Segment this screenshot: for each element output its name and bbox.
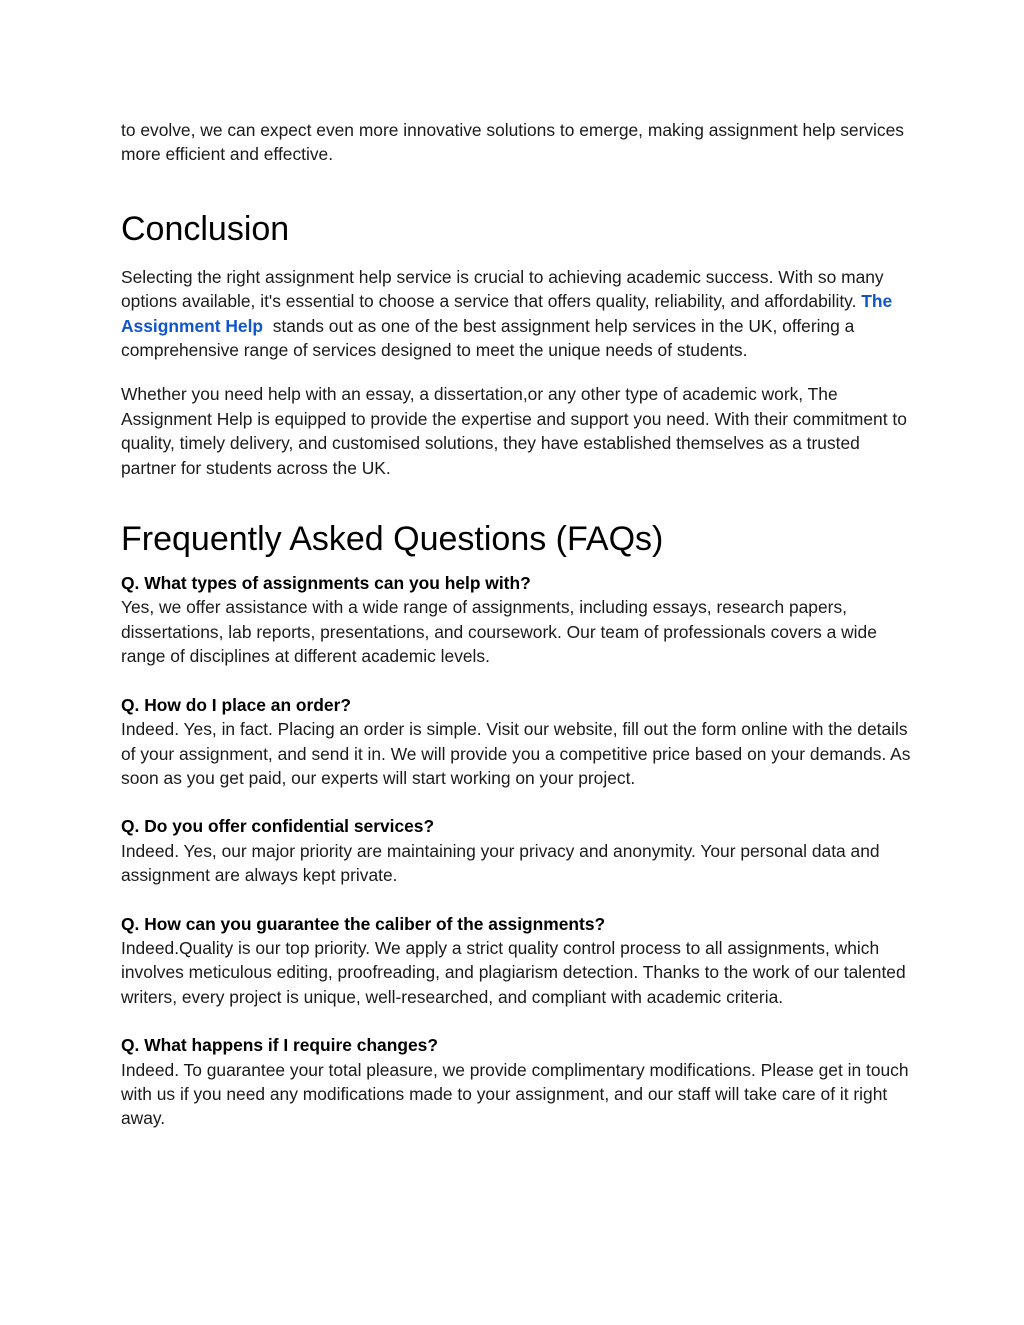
conclusion-text-after-link: stands out as one of the best assignment help services in the UK, offering a comprehensive range of services designed to meet the unique needs of students. bbox=[121, 315, 860, 361]
document-page bbox=[121, 118, 911, 1155]
faq-item bbox=[121, 571, 911, 669]
conclusion-paragraph-2: Whether you need help with an essay, a dissertation,or any other type of academic work, The Assignment Help is equipped to provide the expertise and support you need. With their commitment to quality, timely delivery, and customised solutions, they have established themselves as a trusted partner for students across the UK. bbox=[121, 384, 907, 478]
faq-answer: Indeed.Quality is our top priority. We apply a strict quality control process to all assignments, which involves meticulous editing, proofreading, and plagiarism detection. Thanks to the work of our talented writers, every project is unique, well-researched, and compliant with academic criteria. bbox=[121, 937, 906, 1007]
conclusion-heading: Conclusion bbox=[121, 209, 290, 248]
faq-question: Q. How can you guarantee the caliber of the assignments? bbox=[121, 913, 606, 934]
faq-list bbox=[121, 571, 911, 1131]
intro-paragraph: to evolve, we can expect even more innovative solutions to emerge, making assignment help services more efficient and effective. bbox=[121, 120, 904, 165]
faq-item bbox=[121, 912, 911, 1010]
faq-item bbox=[121, 1033, 911, 1131]
conclusion-paragraph-1 bbox=[121, 265, 911, 363]
faq-item bbox=[121, 693, 911, 791]
faq-answer: Indeed. Yes, in fact. Placing an order is simple. Visit our website, fill out the form online with the details of your assignment, and send it in. We will provide you a competitive price based on your demands. As soon as you get paid, our experts will start working on your project. bbox=[121, 719, 911, 788]
faq-question: Q. How do I place an order? bbox=[121, 694, 351, 715]
faq-answer: Indeed. To guarantee your total pleasure, we provide complimentary modifications. Please get in touch with us if you need any modifications made to your assignment, and our staff will take care of it right away. bbox=[121, 1059, 909, 1129]
faq-question: Q. What types of assignments can you help with? bbox=[121, 573, 531, 594]
faq-question: Q. What happens if I require changes? bbox=[121, 1035, 438, 1056]
faq-item bbox=[121, 814, 911, 887]
conclusion-text-before-link: Selecting the right assignment help service is crucial to achieving academic success. With so many options available, it's essential to choose a service that offers quality, reliability, and affordability. bbox=[121, 266, 884, 312]
faq-answer: Yes, we offer assistance with a wide range of assignments, including essays, research papers, dissertations, lab reports, presentations, and coursework. Our team of professionals covers a wide range of disciplines at different academic levels. bbox=[121, 597, 877, 667]
faq-heading: Frequently Asked Questions (FAQs) bbox=[121, 520, 664, 559]
faq-question: Q. Do you offer confidential services? bbox=[121, 816, 435, 837]
the-assignment-help-link[interactable]: The Assignment Help bbox=[121, 291, 893, 336]
faq-answer: Indeed. Yes, our major priority are maintaining your privacy and anonymity. Your personal data and assignment are always kept private. bbox=[121, 840, 880, 886]
